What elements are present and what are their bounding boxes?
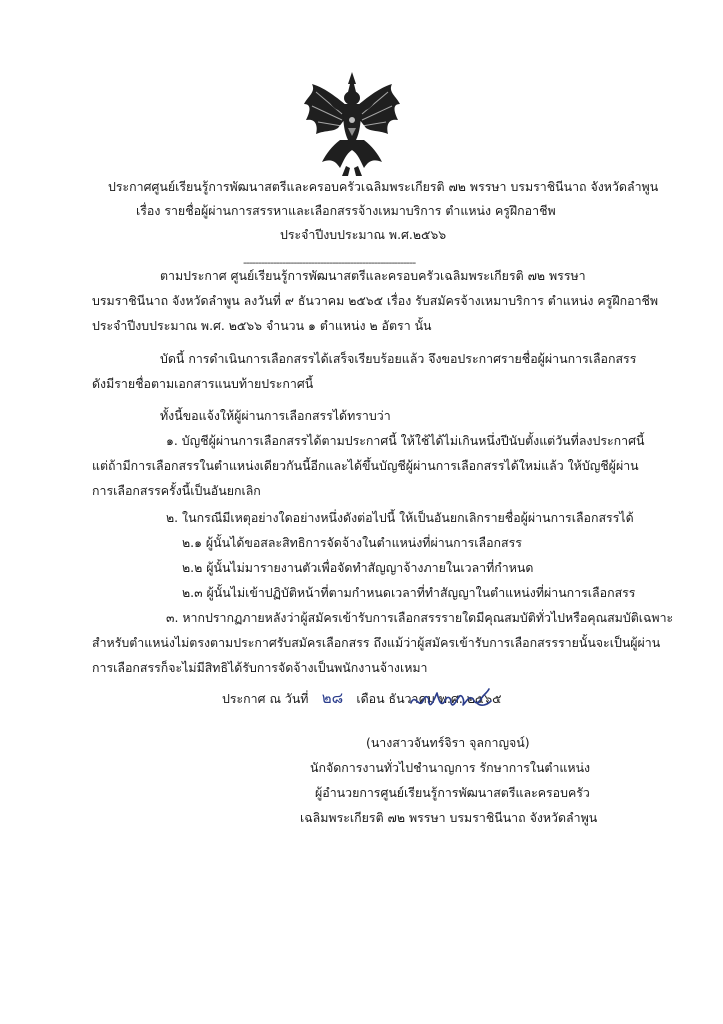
signer-name: (นางสาวจันทร์จิรา จุลกาญจน์) (366, 735, 530, 750)
item-3-line-1: ๓. หากปรากฏภายหลังว่าผู้สมัครเข้ารับการเลือกสรรรายใดมีคุณสมบัติทั่วไปหรือคุณสมบัติเฉพาะ (166, 610, 674, 625)
signer-position-3: เฉลิมพระเกียรติ ๗๒ พรรษา บรมราชินีนาถ จังหวัดลำพูน (300, 810, 598, 825)
item-1-line-2: แต่ถ้ามีการเลือกสรรในตำแหน่งเดียวกันนี้อีกและได้ขึ้นบัญชีผู้ผ่านการเลือกสรรได้ใหม่แล้ว ให้บัญชีผู้ผ่าน (92, 458, 639, 473)
item-1-line-3: การเลือกสรรครั้งนี้เป็นอันยกเลิก (92, 483, 261, 498)
title-divider: ---------------------------------------------------------- (243, 256, 416, 269)
paragraph-1-line-2: บรมราชินีนาถ จังหวัดลำพูน ลงวันที่ ๙ ธันวาคม ๒๕๖๕ เรื่อง รับสมัครจ้างเหมาบริการ ตำแหน่ง ครูฝึกอาชีพ (92, 293, 659, 308)
announce-prefix: ประกาศ ณ วันที่ (222, 691, 309, 706)
signer-position-1: นักจัดการงานทั่วไปชำนาญการ รักษาการในตำแหน่ง (310, 760, 591, 775)
announcement-subject: เรื่อง รายชื่อผู้ผ่านการสรรหาและเลือกสรรจ้างเหมาบริการ ตำแหน่ง ครูฝึกอาชีพ (136, 203, 556, 218)
paragraph-2-line-1: บัดนี้ การดำเนินการเลือกสรรได้เสร็จเรียบร้อยแล้ว จึงขอประกาศรายชื่อผู้ผ่านการเลือกสรร (160, 351, 637, 366)
item-3-line-3: การเลือกสรรก็จะไม่มีสิทธิได้รับการจัดจ้างเป็นพนักงานจ้างเหมา (92, 660, 428, 675)
item-2-3: ๒.๓ ผู้นั้นไม่เข้าปฏิบัติหน้าที่ตามกำหนดเวลาที่ทำสัญญาในตำแหน่งที่ผ่านการเลือกสรร (182, 585, 636, 600)
item-2: ๒. ในกรณีมีเหตุอย่างใดอย่างหนึ่งดังต่อไปนี้ ให้เป็นอันยกเลิกรายชื่อผู้ผ่านการเลือกสรรได้ (166, 510, 634, 525)
handwritten-signature (407, 679, 502, 719)
paragraph-3: ทั้งนี้ขอแจ้งให้ผู้ผ่านการเลือกสรรได้ทราบว่า (160, 408, 391, 423)
announce-day-handwritten: ๒๘ (321, 689, 344, 707)
fiscal-year-line: ประจำปีงบประมาณ พ.ศ.๒๕๖๖ (280, 227, 447, 242)
item-2-2: ๒.๒ ผู้นั้นไม่มารายงานตัวเพื่อจัดทำสัญญาจ้างภายในเวลาที่กำหนด (182, 560, 534, 575)
item-3-line-2: สำหรับตำแหน่งไม่ตรงตามประกาศรับสมัครเลือกสรร ถึงแม้ว่าผู้สมัครเข้ารับการเลือกสรรรายนั้นจะเป็นผู้ผ่าน (92, 635, 661, 650)
paragraph-1-line-3: ประจำปีงบประมาณ พ.ศ. ๒๕๖๖ จำนวน ๑ ตำแหน่ง ๒ อัตรา นั้น (92, 318, 432, 333)
item-2-1: ๒.๑ ผู้นั้นได้ขอสละสิทธิการจัดจ้างในตำแหน่งที่ผ่านการเลือกสรร (182, 535, 522, 550)
announce-suffix: เดือน ธันวาคม พ.ศ. ๒๕๖๕ (356, 691, 502, 706)
garuda-emblem-icon (296, 70, 408, 178)
signer-position-2: ผู้อำนวยการศูนย์เรียนรู้การพัฒนาสตรีและครอบครัว (315, 785, 590, 800)
paragraph-2-line-2: ดังมีรายชื่อตามเอกสารแนบท้ายประกาศนี้ (92, 376, 314, 391)
paragraph-1-line-1: ตามประกาศ ศูนย์เรียนรู้การพัฒนาสตรีและครอบครัวเฉลิมพระเกียรติ ๗๒ พรรษา (160, 268, 586, 283)
item-1-line-1: ๑. บัญชีผู้ผ่านการเลือกสรรได้ตามประกาศนี้ ให้ใช้ได้ไม่เกินหนึ่งปีนับตั้งแต่วันที่ลงประกาศนี้ (166, 433, 645, 448)
announcement-title: ประกาศศูนย์เรียนรู้การพัฒนาสตรีและครอบครัวเฉลิมพระเกียรติ ๗๒ พรรษา บรมราชินีนาถ จังหวัดลำพูน (108, 179, 659, 194)
